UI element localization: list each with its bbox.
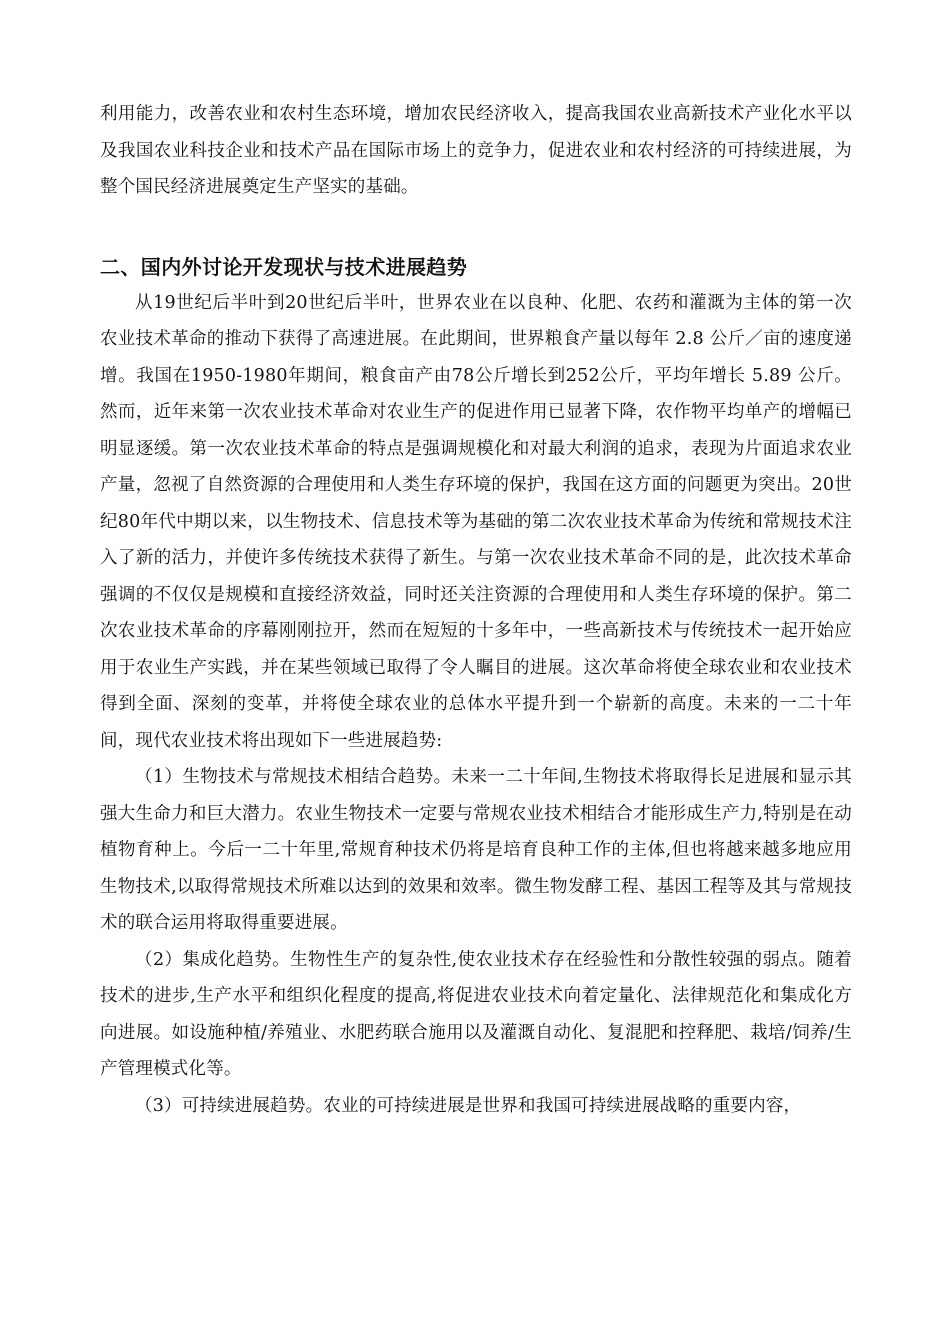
- intro-paragraph: 利用能力，改善农业和农村生态环境，增加农民经济收入，提高我国农业高新技术产业化水平以及我国农业科技企业和技术产品在国际市场上的竞争力，促进农业和农村经济的可持续进展，为整个国民经济进展奠定生产坚实的基础。: [100, 104, 852, 197]
- section-heading: 二、国内外讨论开发现状与技术进展趋势: [100, 254, 468, 279]
- document-body: [100, 96, 852, 1124]
- paragraph-trend-1: （1）生物技术与常规技术相结合趋势。未来一二十年间,生物技术将取得长足进展和显示其强大生命力和巨大潜力。农业生物技术一定要与常规农业技术相结合才能形成生产力,特别是在动植物育种上。今后一二十年里,常规育种技术仍将是培育良种工作的主体,但也将越来越多地应用生物技术,以取得常规技术所难以达到的效果和效率。微生物发酵工程、基因工程等及其与常规技术的联合运用将取得重要进展。: [100, 767, 852, 933]
- paragraph-overview: 从19世纪后半叶到20世纪后半叶，世界农业在以良种、化肥、农药和灌溉为主体的第一次农业技术革命的推动下获得了高速进展。在此期间，世界粮食产量以每年 2.8 公斤／亩的速度递增。我国在1950-1980年期间，粮食亩产由78公斤增长到252公斤，平均年增长 5.89 公斤。然而，近年来第一次农业技术革命对农业生产的促进作用已显著下降，农作物平均单产的增幅已明显逐缓。第一次农业技术革命的特点是强调规模化和对最大利润的追求，表现为片面追求农业产量，忽视了自然资源的合理使用和人类生存环境的保护，我国在这方面的问题更为突出。20世纪80年代中期以来，以生物技术、信息技术等为基础的第二次农业技术革命为传统和常规技术注入了新的活力，并使许多传统技术获得了新生。与第一次农业技术革命不同的是，此次技术革命强调的不仅仅是规模和直接经济效益，同时还关注资源的合理使用和人类生存环境的保护。第二次农业技术革命的序幕刚刚拉开，然而在短短的十多年中，一些高新技术与传统技术一起开始应用于农业生产实践，并在某些领域已取得了令人瞩目的进展。这次革命将使全球农业和农业技术得到全面、深刻的变革，并将使全球农业的总体水平提升到一个崭新的高度。未来的一二十年间，现代农业技术将出现如下一些进展趋势:: [100, 292, 852, 751]
- paragraph-trend-3: （3）可持续进展趋势。农业的可持续进展是世界和我国可持续进展战略的重要内容，: [135, 1095, 802, 1116]
- paragraph-trend-2: （2）集成化趋势。生物性生产的复杂性,使农业技术存在经验性和分散性较强的弱点。随着技术的进步,生产水平和组织化程度的提高,将促进农业技术向着定量化、法律规范化和集成化方向进展。如设施种植/养殖业、水肥药联合施用以及灌溉自动化、复混肥和控释肥、栽培/饲养/生产管理模式化等。: [100, 949, 852, 1079]
